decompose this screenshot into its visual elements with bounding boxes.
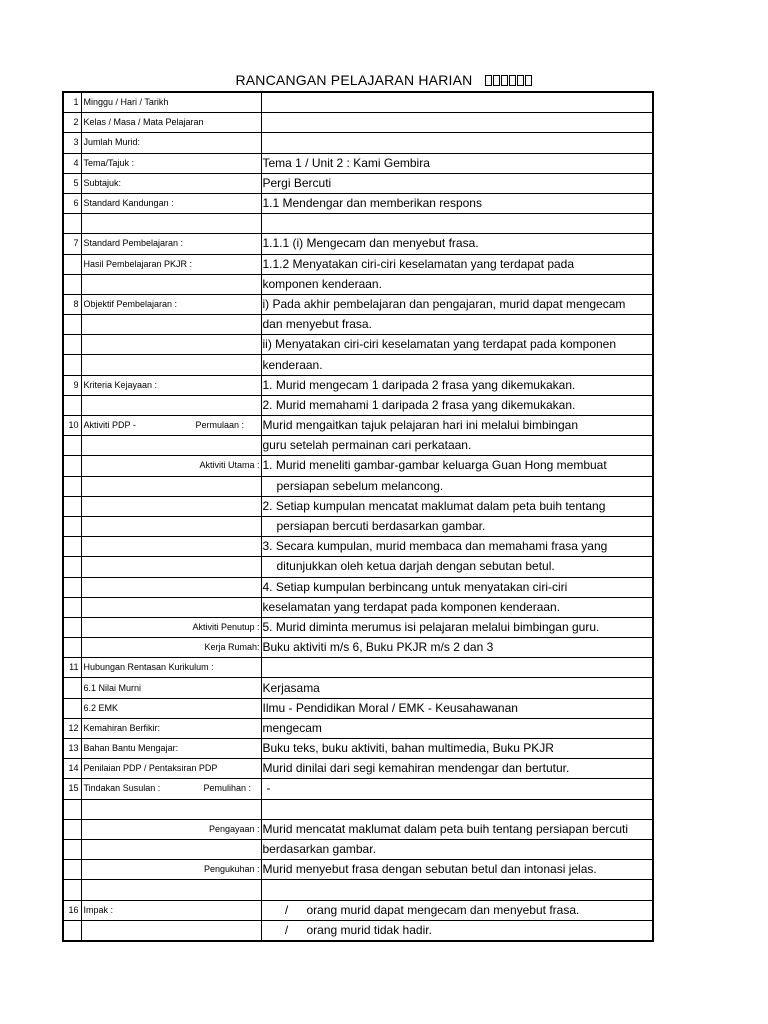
table-row (63, 294, 653, 314)
table-row (63, 92, 653, 113)
row-value: Tema 1 / Unit 2 : Kami Gembira (261, 153, 653, 173)
row-value: 2. Murid memahami 1 daripada 2 frasa yang dikemukakan. (261, 395, 653, 415)
row-number: 14 (63, 759, 81, 779)
missing-glyph-boxes (485, 73, 533, 89)
row-value: Ilmu - Pendidikan Moral / EMK - Keusahawanan (261, 698, 653, 718)
row-label-text: Tindakan Susulan : (83, 783, 161, 794)
table-row (63, 476, 653, 496)
blank-row (63, 880, 653, 900)
row-number: 1 (63, 92, 81, 113)
row-value: Kerjasama (261, 678, 653, 698)
row-value: Murid menyebut frasa dengan sebutan betul dan intonasi jelas. (261, 860, 653, 880)
row-value: - (261, 779, 653, 799)
table-row (63, 759, 653, 779)
table-row (63, 718, 653, 738)
table-row (63, 779, 653, 799)
row-value: 5. Murid diminta merumus isi pelajaran melalui bimbingan guru. (261, 617, 653, 637)
row-number: 2 (63, 113, 81, 133)
table-row (63, 698, 653, 718)
row-number: 11 (63, 658, 81, 678)
row-label: Tema/Tajuk : (81, 153, 261, 173)
row-label: Aktiviti Penutup : (81, 617, 261, 637)
row-sublabel: Pemulihan : (203, 783, 252, 794)
table-row (63, 658, 653, 678)
row-label: Kerja Rumah: (81, 638, 261, 658)
table-row (63, 173, 653, 193)
slash-mark: / (284, 922, 289, 937)
row-number: 15 (63, 779, 81, 799)
table-row (63, 739, 653, 759)
row-value: Buku teks, buku aktiviti, bahan multimedia, Buku PKJR (261, 739, 653, 759)
row-value: Buku aktiviti m/s 6, Buku PKJR m/s 2 dan 3 (261, 638, 653, 658)
slash-mark: / (284, 902, 289, 917)
row-number: 9 (63, 375, 81, 395)
row-value: Murid dinilai dari segi kemahiran mendengar dan bertutur. (261, 759, 653, 779)
row-value: / orang murid dapat mengecam dan menyebut frasa. (261, 900, 653, 920)
table-row (63, 900, 653, 920)
row-sublabel: Permulaan : (195, 420, 245, 430)
table-row (63, 678, 653, 698)
row-value: i) Pada akhir pembelajaran dan pengajaran, murid dapat mengecam (261, 294, 653, 314)
table-row (63, 193, 653, 213)
row-label: 6.1 Nilai Murni (81, 678, 261, 698)
table-row (63, 274, 653, 294)
row-value: berdasarkan gambar. (261, 839, 653, 859)
table-row (63, 395, 653, 415)
row-value: 1.1.2 Menyatakan ciri-ciri keselamatan yang terdapat pada (261, 254, 653, 274)
row-value: komponen kenderaan. (261, 274, 653, 294)
row-value: keselamatan yang terdapat pada komponen kenderaan. (261, 597, 653, 617)
table-row (63, 537, 653, 557)
row-number: 7 (63, 234, 81, 254)
table-row (63, 375, 653, 395)
row-label: Pengayaan : (81, 819, 261, 839)
row-value: mengecam (261, 718, 653, 738)
table-row (63, 496, 653, 516)
blank-row (63, 799, 653, 819)
table-row (63, 516, 653, 536)
row-number: 12 (63, 718, 81, 738)
row-value: Pergi Bercuti (261, 173, 653, 193)
row-label: Objektif Pembelajaran : (81, 294, 261, 314)
row-label: Standard Kandungan : (81, 193, 261, 213)
row-value: 1. Murid mengecam 1 daripada 2 frasa yang dikemukakan. (261, 375, 653, 395)
row-value (261, 92, 653, 113)
row-value: ditunjukkan oleh ketua darjah dengan sebutan betul. (261, 557, 653, 577)
row-number: 8 (63, 294, 81, 314)
row-label: Standard Pembelajaran : (81, 234, 261, 254)
row-label: Hubungan Rentasan Kurikulum : (81, 658, 261, 678)
row-value: persiapan sebelum melancong. (261, 476, 653, 496)
row-label: Hasil Pembelajaran PKJR : (81, 254, 261, 274)
row-label: Minggu / Hari / Tarikh (81, 92, 261, 113)
row-value (261, 658, 653, 678)
table-row (63, 597, 653, 617)
row-number: 5 (63, 173, 81, 193)
table-row (63, 920, 653, 941)
row-label: Kriteria Kejayaan : (81, 375, 261, 395)
table-row (63, 577, 653, 597)
row-number: 6 (63, 193, 81, 213)
row-value: persiapan bercuti berdasarkan gambar. (261, 516, 653, 536)
row-value: 1. Murid meneliti gambar-gambar keluarga Guan Hong membuat (261, 456, 653, 476)
row-label: Kemahiran Berfikir: (81, 718, 261, 738)
table-row (63, 839, 653, 859)
row-label (81, 416, 261, 436)
title-text: RANCANGAN PELAJARAN HARIAN (235, 72, 473, 88)
row-label: Aktiviti Utama : (81, 456, 261, 476)
table-row (63, 456, 653, 476)
row-number: 4 (63, 153, 81, 173)
row-label-text: Aktiviti PDP - (83, 420, 136, 431)
row-value: 1.1 Mendengar dan memberikan respons (261, 193, 653, 213)
row-value: / orang murid tidak hadir. (261, 920, 653, 941)
row-value: ii) Menyatakan ciri-ciri keselamatan yang terdapat pada komponen (261, 335, 653, 355)
table-row (63, 113, 653, 133)
row-label: Impak : (81, 900, 261, 920)
table-row (63, 153, 653, 173)
blank-row (63, 214, 653, 234)
row-value: 4. Setiap kumpulan berbincang untuk menyatakan ciri-ciri (261, 577, 653, 597)
lesson-plan-table (62, 91, 654, 942)
row-label: Pengukuhan : (81, 860, 261, 880)
row-number: 13 (63, 739, 81, 759)
row-label: Subtajuk: (81, 173, 261, 193)
row-value: dan menyebut frasa. (261, 315, 653, 335)
table-row (63, 860, 653, 880)
row-value: 1.1.1 (i) Mengecam dan menyebut frasa. (261, 234, 653, 254)
row-label: Jumlah Murid: (81, 133, 261, 153)
page-title (0, 72, 768, 89)
table-row (63, 315, 653, 335)
table-row (63, 234, 653, 254)
row-value: Murid mencatat maklumat dalam peta buih tentang persiapan bercuti (261, 819, 653, 839)
row-number: 3 (63, 133, 81, 153)
row-label (81, 779, 261, 799)
row-label: Kelas / Masa / Mata Pelajaran (81, 113, 261, 133)
row-value: 3. Secara kumpulan, murid membaca dan memahami frasa yang (261, 537, 653, 557)
table-row (63, 133, 653, 153)
row-value: kenderaan. (261, 355, 653, 375)
row-label: Penilaian PDP / Pentaksiran PDP (81, 759, 261, 779)
table-row (63, 617, 653, 637)
row-value (261, 113, 653, 133)
row-label: Bahan Bantu Mengajar: (81, 739, 261, 759)
table-row (63, 416, 653, 436)
row-label: 6.2 EMK (81, 698, 261, 718)
row-number: 16 (63, 900, 81, 920)
row-value: Murid mengaitkan tajuk pelajaran hari ini melalui bimbingan (261, 416, 653, 436)
table-row (63, 557, 653, 577)
table-row (63, 436, 653, 456)
table-row (63, 355, 653, 375)
table-row (63, 254, 653, 274)
table-row (63, 638, 653, 658)
row-value (261, 133, 653, 153)
row-value: 2. Setiap kumpulan mencatat maklumat dalam peta buih tentang (261, 496, 653, 516)
row-value: guru setelah permainan cari perkataan. (261, 436, 653, 456)
table-row (63, 335, 653, 355)
row-number: 10 (63, 416, 81, 436)
table-row (63, 819, 653, 839)
